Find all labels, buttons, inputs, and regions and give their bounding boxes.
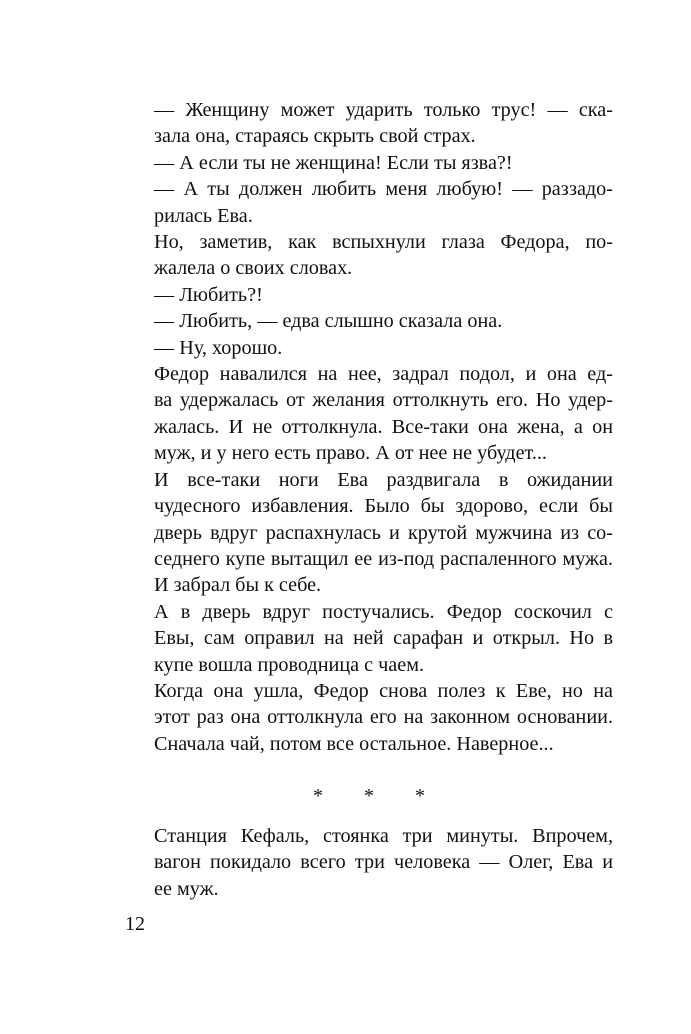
text-line: ее муж. xyxy=(154,877,219,900)
text-line: Сначала чай, потом все остальное. Наверное... xyxy=(154,732,554,755)
text-line: Станция Кефаль, стоянка три минуты. Впрочем, xyxy=(154,825,613,847)
text-line: этот раз она оттолкнула его на законном основании. xyxy=(154,706,613,729)
text-line: муж, и у него есть право. А от нее не убудет... xyxy=(154,442,547,465)
text-line: зала она, стараясь скрыть свой страх. xyxy=(154,125,476,148)
paragraph xyxy=(125,599,613,678)
text-line: Когда она ушла, Федор снова полез к Еве, но на xyxy=(154,679,613,702)
continuation-text-block xyxy=(125,823,613,902)
text-line: ва удержалась от желания оттолкнуть его. Но удер- xyxy=(154,389,613,412)
text-line: А в дверь вдруг постучались. Федор соскочил с xyxy=(154,600,613,623)
main-text-block xyxy=(125,97,613,757)
paragraph xyxy=(125,823,613,902)
text-line: — Любить, — едва слышно сказала она. xyxy=(154,310,503,333)
text-line: жалась. И не оттолкнула. Все-таки она жена, а он xyxy=(154,415,613,438)
paragraph xyxy=(125,229,613,282)
paragraph xyxy=(125,308,613,334)
text-line: Евы, сам оправил на ней сарафан и открыл. Но в xyxy=(154,627,613,650)
text-line: рилась Ева. xyxy=(154,204,253,227)
section-divider: * * * xyxy=(313,785,443,807)
text-line: — А ты должен любить меня любую! — раззадо- xyxy=(154,178,613,201)
paragraph xyxy=(125,361,613,467)
text-line: — Любить?! xyxy=(154,283,263,306)
text-line: жалела о своих словах. xyxy=(154,257,353,280)
text-line: Федор навалился на нее, задрал подол, и она ед- xyxy=(154,363,613,386)
paragraph xyxy=(125,97,613,150)
paragraph xyxy=(125,467,613,599)
paragraph xyxy=(125,335,613,361)
text-line: — Женщину может ударить только трус! — ска- xyxy=(154,99,613,121)
text-line: Но, заметив, как вспыхнули глаза Федора, по- xyxy=(154,231,613,254)
text-line: вагон покидало всего три человека — Олег, Ева и xyxy=(154,851,613,874)
text-line: — Ну, хорошо. xyxy=(154,336,283,359)
text-line: И все-таки ноги Ева раздвигала в ожидании xyxy=(154,468,613,491)
text-line: седнего купе вытащил ее из-под распаленного мужа. xyxy=(154,547,613,570)
paragraph xyxy=(125,282,613,308)
paragraph xyxy=(125,678,613,757)
text-line: — А если ты не женщина! Если ты язва?! xyxy=(154,151,513,174)
paragraph xyxy=(125,176,613,229)
text-line: дверь вдруг распахнулась и крутой мужчина из со- xyxy=(154,521,613,544)
text-line: И забрал бы к себе. xyxy=(154,574,322,597)
page-number: 12 xyxy=(125,913,145,935)
text-line: купе вошла проводница с чаем. xyxy=(154,653,425,676)
text-line: чудесного избавления. Было бы здорово, если бы xyxy=(154,495,613,518)
paragraph xyxy=(125,150,613,176)
